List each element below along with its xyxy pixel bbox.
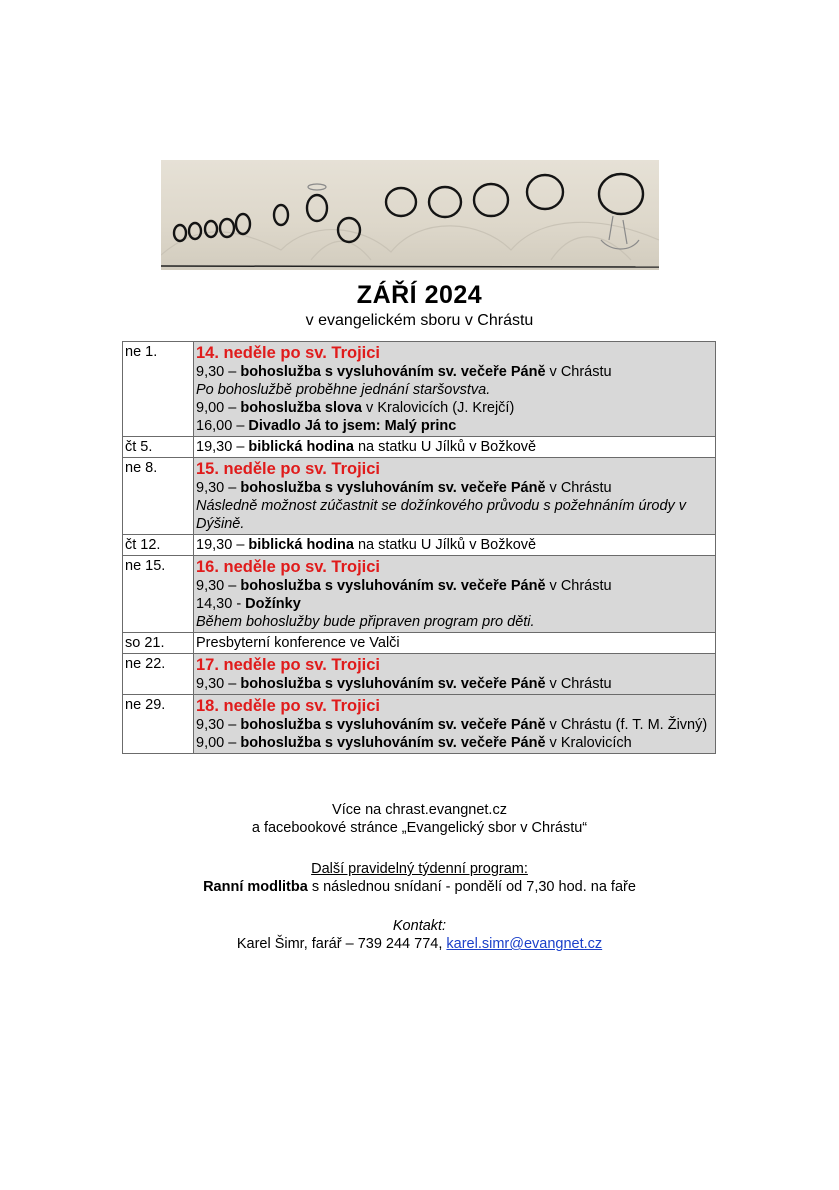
event-name: bohoslužba s vysluhováním sv. večeře Páně (240, 676, 546, 692)
event-line (196, 595, 713, 613)
contact (0, 917, 839, 953)
event-line (196, 577, 713, 595)
website-line: Více na chrast.evangnet.cz (332, 802, 507, 818)
event-place: v Chrástu (545, 480, 612, 496)
sunday-title: 15. neděle po sv. Trojici (196, 460, 381, 478)
table-row (123, 556, 716, 633)
table-row (123, 437, 716, 458)
event-name: Divadlo Já to jsem: Malý princ (248, 418, 457, 434)
event-line (196, 716, 713, 734)
event-cell (194, 654, 716, 695)
page-subtitle: v evangelickém sboru v Chrástu (305, 312, 534, 329)
day-cell: ne 22. (123, 654, 194, 695)
day-cell: ne 29. (123, 695, 194, 754)
event-line (196, 479, 713, 497)
event-cell (194, 458, 716, 535)
page-title: ZÁŘÍ 2024 (356, 281, 483, 309)
day-cell: čt 5. (123, 437, 194, 458)
event-line (196, 399, 713, 417)
day-cell: ne 8. (123, 458, 194, 535)
header-drawing (161, 160, 659, 270)
sunday-title: 17. neděle po sv. Trojici (196, 656, 381, 674)
weekly-event: Ranní modlitba (203, 879, 308, 895)
event-time: 19,30 – (196, 537, 249, 553)
event-name: bohoslužba slova (240, 400, 363, 416)
table-row (123, 654, 716, 695)
event-line (196, 675, 713, 693)
day-cell: čt 12. (123, 535, 194, 556)
table-row (123, 633, 716, 654)
event-name: bohoslužba s vysluhováním sv. večeře Páně (240, 578, 546, 594)
event-cell (194, 342, 716, 437)
event-place: v Kralovicích (545, 735, 632, 751)
sunday-title: 16. neděle po sv. Trojici (196, 558, 381, 576)
event-place: v Chrástu (f. T. M. Živný) (545, 717, 708, 733)
event-cell (194, 437, 716, 458)
weekly-line (0, 878, 839, 896)
email-link[interactable]: karel.simr@evangnet.cz (446, 936, 603, 952)
event-line (196, 417, 713, 435)
event-time: 16,00 – (196, 418, 249, 434)
event-name: biblická hodina (248, 439, 354, 455)
table-row (123, 458, 716, 535)
event-place: v Chrástu (545, 578, 612, 594)
day-cell: ne 15. (123, 556, 194, 633)
event-place: na statku U Jílků v Božkově (353, 537, 537, 553)
event-time: 9,30 – (196, 480, 241, 496)
schedule-table (122, 341, 716, 754)
contact-heading: Kontakt: (392, 918, 447, 934)
weekly-program (0, 860, 839, 896)
sunday-title: 14. neděle po sv. Trojici (196, 344, 381, 362)
event-time: 9,00 – (196, 735, 241, 751)
event-time: 9,30 – (196, 578, 241, 594)
more-info (0, 801, 839, 837)
event-cell (194, 695, 716, 754)
event-line (196, 363, 713, 381)
event-time: 9,30 – (196, 364, 241, 380)
event-name: bohoslužba s vysluhováním sv. večeře Páně (240, 735, 546, 751)
contact-person: Karel Šimr, farář – 739 244 774, (236, 936, 447, 952)
day-cell: so 21. (123, 633, 194, 654)
contact-line (0, 935, 839, 953)
weekly-heading: Další pravidelný týdenní program: (311, 861, 528, 877)
event-time: 14,30 - (196, 596, 246, 612)
event-place: v Chrástu (545, 364, 612, 380)
event-time: 9,30 – (196, 717, 241, 733)
event-place: v Kralovicích (J. Krejčí) (362, 400, 515, 416)
event-name: bohoslužba s vysluhováním sv. večeře Páně (240, 364, 546, 380)
event-time: 9,00 – (196, 400, 241, 416)
facebook-line: a facebookové stránce „Evangelický sbor v Chrástu“ (251, 820, 588, 836)
event-note: Následně možnost zúčastnit se dožínkového průvodu s požehnáním úrody v Dýšině. (196, 498, 687, 532)
event-time: 19,30 – (196, 439, 249, 455)
ovals-drawing-icon (161, 160, 659, 270)
event-place: na statku U Jílků v Božkově (353, 439, 537, 455)
event-note: Během bohoslužby bude připraven program pro děti. (196, 614, 535, 630)
event-cell (194, 535, 716, 556)
event-cell (194, 556, 716, 633)
event-name: biblická hodina (248, 537, 354, 553)
weekly-details: s následnou snídaní - pondělí od 7,30 hod. na faře (307, 879, 636, 895)
event-name: bohoslužba s vysluhováním sv. večeře Páně (240, 717, 546, 733)
table-row (123, 342, 716, 437)
day-cell: ne 1. (123, 342, 194, 437)
event-time: 9,30 – (196, 676, 241, 692)
event-cell: Presbyterní konference ve Valči (194, 633, 716, 654)
sunday-title: 18. neděle po sv. Trojici (196, 697, 381, 715)
event-name: Dožínky (245, 596, 301, 612)
table-row (123, 695, 716, 754)
event-place: v Chrástu (545, 676, 612, 692)
event-note: Po bohoslužbě proběhne jednání staršovstva. (196, 382, 491, 398)
event-line (196, 734, 713, 752)
table-row (123, 535, 716, 556)
event-name: bohoslužba s vysluhováním sv. večeře Páně (240, 480, 546, 496)
